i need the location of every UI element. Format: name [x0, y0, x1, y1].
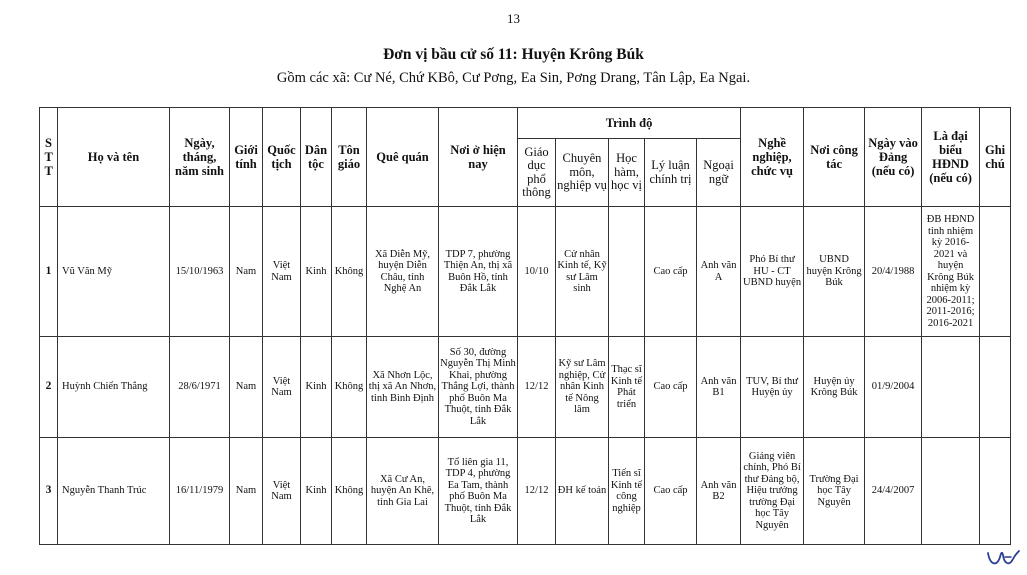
table-row — [40, 207, 1011, 337]
row-name: Vũ Văn Mỹ — [58, 207, 170, 337]
table-row — [40, 438, 1011, 545]
row-party-date: 01/9/2004 — [865, 337, 922, 438]
row-delegate — [922, 337, 980, 438]
header-residence: Nơi ở hiện nay — [439, 108, 518, 207]
row-delegate: ĐB HĐND tỉnh nhiệm kỳ 2016-2021 và huyện Krông Búk nhiệm kỳ 2006-2011; 2011-2016; 2016-2021 — [922, 207, 980, 337]
header-politics: Lý luận chính trị — [645, 139, 697, 207]
row-name: Nguyễn Thanh Trúc — [58, 438, 170, 545]
row-degree — [609, 207, 645, 337]
page-number: 13 — [507, 11, 520, 26]
table-row — [40, 337, 1011, 438]
row-residence: Số 30, đường Nguyễn Thị Minh Khai, phường Thắng Lợi, thành phố Buôn Ma Thuột, tỉnh Đắk Lắk — [439, 337, 518, 438]
row-occupation: Phó Bí thư HU - CT UBND huyện — [741, 207, 804, 337]
row-residence: TDP 7, phường Thiện An, thị xã Buôn Hồ, tỉnh Đắk Lắk — [439, 207, 518, 337]
row-workplace: UBND huyện Krông Búk — [804, 207, 865, 337]
header-language: Ngoại ngữ — [697, 139, 741, 207]
row-hometown: Xã Diễn Mỹ, huyện Diễn Châu, tỉnh Nghệ An — [367, 207, 439, 337]
header-note: Ghi chú — [980, 108, 1011, 207]
row-hometown: Xã Cư An, huyện An Khê, tỉnh Gia Lai — [367, 438, 439, 545]
row-delegate — [922, 438, 980, 545]
row-specialty: ĐH kế toán — [556, 438, 609, 545]
header-gender: Giới tính — [230, 108, 263, 207]
row-language: Anh văn B2 — [697, 438, 741, 545]
header-name: Họ và tên — [58, 108, 170, 207]
header-general-edu: Giáo dục phổ thông — [518, 139, 556, 207]
header-stt-label: S T T — [44, 136, 53, 178]
handwritten-initial-mark — [985, 547, 1021, 571]
header-workplace: Nơi công tác — [804, 108, 865, 207]
row-dob: 16/11/1979 — [170, 438, 230, 545]
header-degree: Học hàm, học vị — [609, 139, 645, 207]
row-stt: 2 — [40, 337, 58, 438]
row-occupation: Giảng viên chính, Phó Bí thư Đảng bộ, Hiệu trưởng trường Đại học Tây Nguyên — [741, 438, 804, 545]
header-stt — [40, 108, 58, 207]
row-specialty: Cử nhân Kinh tế, Kỹ sư Lâm sinh — [556, 207, 609, 337]
row-party-date: 20/4/1988 — [865, 207, 922, 337]
candidate-table — [39, 107, 1011, 545]
header-hometown: Quê quán — [367, 108, 439, 207]
row-general-edu: 12/12 — [518, 337, 556, 438]
header-delegate: Là đại biểu HĐND (nếu có) — [922, 108, 980, 207]
row-gender: Nam — [230, 337, 263, 438]
row-ethnicity: Kinh — [301, 207, 332, 337]
row-religion: Không — [332, 337, 367, 438]
row-degree: Tiến sĩ Kinh tế công nghiệp — [609, 438, 645, 545]
header-occupation: Nghề nghiệp, chức vụ — [741, 108, 804, 207]
row-politics: Cao cấp — [645, 337, 697, 438]
row-religion: Không — [332, 207, 367, 337]
row-note — [980, 337, 1011, 438]
row-nationality: Việt Nam — [263, 438, 301, 545]
row-party-date: 24/4/2007 — [865, 438, 922, 545]
row-stt: 3 — [40, 438, 58, 545]
row-politics: Cao cấp — [645, 438, 697, 545]
row-language: Anh văn A — [697, 207, 741, 337]
row-nationality: Việt Nam — [263, 207, 301, 337]
header-specialty: Chuyên môn, nghiệp vụ — [556, 139, 609, 207]
row-note — [980, 207, 1011, 337]
header-ethnicity: Dân tộc — [301, 108, 332, 207]
row-gender: Nam — [230, 438, 263, 545]
row-ethnicity: Kinh — [301, 438, 332, 545]
row-dob: 15/10/1963 — [170, 207, 230, 337]
row-language: Anh văn B1 — [697, 337, 741, 438]
row-general-edu: 10/10 — [518, 207, 556, 337]
header-dob: Ngày, tháng, năm sinh — [170, 108, 230, 207]
row-ethnicity: Kinh — [301, 337, 332, 438]
row-general-edu: 12/12 — [518, 438, 556, 545]
header-party-date: Ngày vào Đảng (nếu có) — [865, 108, 922, 207]
row-name: Huỳnh Chiến Thắng — [58, 337, 170, 438]
row-hometown: Xã Nhơn Lộc, thị xã An Nhơn, tỉnh Bình Định — [367, 337, 439, 438]
header-nationality: Quốc tịch — [263, 108, 301, 207]
row-occupation: TUV, Bí thư Huyện ủy — [741, 337, 804, 438]
row-degree: Thạc sĩ Kinh tế Phát triển — [609, 337, 645, 438]
row-stt: 1 — [40, 207, 58, 337]
row-dob: 28/6/1971 — [170, 337, 230, 438]
document-title: Đơn vị bầu cử số 11: Huyện Krông Búk — [383, 46, 644, 63]
row-specialty: Kỹ sư Lâm nghiệp, Cử nhân Kinh tế Nông lâm — [556, 337, 609, 438]
row-politics: Cao cấp — [645, 207, 697, 337]
row-workplace: Trường Đại học Tây Nguyên — [804, 438, 865, 545]
row-gender: Nam — [230, 207, 263, 337]
row-religion: Không — [332, 438, 367, 545]
row-note — [980, 438, 1011, 545]
header-education-group: Trình độ — [518, 108, 741, 139]
row-residence: Tổ liên gia 11, TDP 4, phường Ea Tam, thành phố Buôn Ma Thuột, tỉnh Đắk Lắk — [439, 438, 518, 545]
header-religion: Tôn giáo — [332, 108, 367, 207]
row-nationality: Việt Nam — [263, 337, 301, 438]
document-subtitle: Gồm các xã: Cư Né, Chứ KBô, Cư Pơng, Ea Sin, Pơng Drang, Tân Lập, Ea Ngai. — [276, 70, 751, 86]
row-workplace: Huyện ủy Krông Búk — [804, 337, 865, 438]
